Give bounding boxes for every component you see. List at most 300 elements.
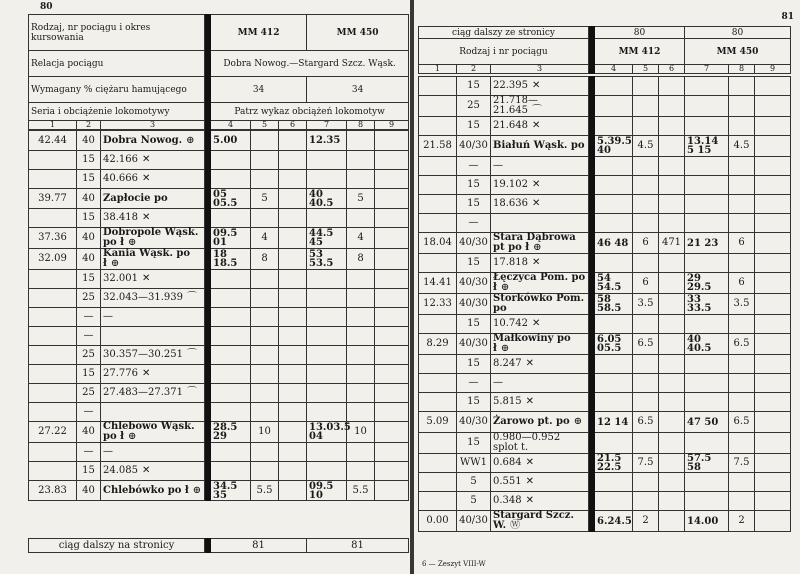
table-row (29, 384, 409, 403)
speed-limit: 15 (77, 209, 101, 228)
kilometre: 39.77 (29, 189, 77, 209)
crossing-icon: ✕ (142, 173, 151, 184)
extra-column (375, 249, 409, 270)
arrival-departure-time (685, 294, 729, 315)
arrival-departure-time (685, 454, 729, 473)
extra-column (279, 151, 307, 170)
table-row (419, 511, 791, 532)
crossing-icon: ✕ (532, 318, 541, 329)
extra-column (375, 365, 409, 384)
speed-limit: 40/30 (457, 334, 491, 355)
arrival-departure-time (685, 355, 729, 374)
speed-limit: — (77, 308, 101, 327)
station-label: — (493, 377, 503, 388)
arrival-departure-time (595, 454, 633, 473)
run-time (633, 433, 659, 454)
run-time: 6.5 (633, 412, 659, 433)
kilometre (29, 270, 77, 289)
speed-limit: 5 (457, 473, 491, 492)
extra-column (375, 422, 409, 443)
station-name (101, 327, 205, 346)
kilometre (419, 195, 457, 214)
station-label: 32.001 (103, 273, 138, 284)
station-label: 19.102 (493, 179, 528, 190)
column-number: 7 (685, 65, 729, 74)
footer-page-2: 81 (307, 539, 409, 553)
speed-limit: 5 (457, 492, 491, 511)
station-name (491, 294, 589, 315)
left-page-number: 80 (40, 2, 53, 12)
extra-column (755, 77, 791, 96)
run-time: 6 (729, 273, 755, 294)
label-series: Seria i obciążenie lokomotywy (29, 103, 205, 121)
from-page-2: 80 (685, 27, 791, 39)
crossing-icon: ✕ (532, 257, 541, 268)
speed-limit: 15 (77, 170, 101, 189)
station-symbol-icon: ⊕ (573, 416, 583, 427)
run-time (633, 254, 659, 273)
column-number: 5 (251, 121, 279, 130)
extra-column (659, 433, 685, 454)
station-name (491, 214, 589, 233)
column-number: 1 (419, 65, 457, 74)
arrival-departure-time (211, 443, 251, 462)
station-name (101, 249, 205, 270)
speed-limit: 40 (77, 189, 101, 209)
crossing-icon: ✕ (525, 476, 535, 487)
station-name (491, 273, 589, 294)
table-row (29, 189, 409, 209)
table-row (419, 176, 791, 195)
arrival-departure-time (595, 176, 633, 195)
column-number: 9 (375, 121, 409, 130)
right-header-table (418, 26, 791, 74)
arrival-departure-time (307, 462, 347, 481)
column-number: 2 (77, 121, 101, 130)
kilometre (419, 315, 457, 334)
kilometre (419, 96, 457, 117)
table-row (419, 233, 791, 254)
arrival-departure-time (685, 96, 729, 117)
column-number: 5 (633, 65, 659, 74)
run-time (729, 254, 755, 273)
station-symbol-icon: ⊕ (110, 258, 120, 269)
run-time (251, 151, 279, 170)
extra-column (755, 157, 791, 176)
arrival-departure-time (307, 289, 347, 308)
extra-column (755, 315, 791, 334)
table-row (29, 249, 409, 270)
station-name (101, 346, 205, 365)
extra-column (375, 462, 409, 481)
kilometre: 12.33 (419, 294, 457, 315)
station-name (101, 151, 205, 170)
column-number: 6 (659, 65, 685, 74)
station-name (491, 454, 589, 473)
run-time: 5 (347, 189, 375, 209)
arrival-departure-time (685, 214, 729, 233)
extra-column (755, 374, 791, 393)
station-name (101, 365, 205, 384)
arrival-departure-time (307, 189, 347, 209)
arrival-departure-time (307, 151, 347, 170)
station-label: Storkówko Pom. po (493, 293, 585, 314)
run-time (729, 374, 755, 393)
train-1-title: MM 412 (211, 15, 307, 51)
crossing-icon: ✕ (532, 179, 541, 190)
run-time (251, 131, 279, 151)
table-row (29, 289, 409, 308)
station-symbol-icon: ⊕ (186, 134, 195, 146)
station-label: 40.666 (103, 173, 138, 184)
time-value: 09.5 10 (309, 480, 334, 501)
kilometre (29, 170, 77, 189)
station-label: 32.043—31.939 (103, 292, 183, 303)
extra-column (755, 233, 791, 254)
braking-2: 34 (307, 77, 409, 103)
station-label: 24.085 (103, 465, 138, 476)
table-row (29, 422, 409, 443)
speed-limit: 40 (77, 249, 101, 270)
station-name (101, 422, 205, 443)
station-name (101, 228, 205, 249)
kilometre (419, 473, 457, 492)
kilometre: 32.09 (29, 249, 77, 270)
extra-column (659, 294, 685, 315)
run-time (251, 346, 279, 365)
run-time (251, 384, 279, 403)
speed-limit: 15 (457, 355, 491, 374)
speed-limit: 40 (77, 422, 101, 443)
arrival-departure-time (211, 327, 251, 346)
label-train: Rodzaj, nr pociągu i okres kursowania (29, 15, 205, 51)
curve-icon: ⌒ (186, 292, 197, 303)
crossing-icon: ✕ (142, 465, 151, 476)
arrival-departure-time (595, 355, 633, 374)
time-value: 57.5 58 (687, 453, 712, 473)
extra-column (375, 403, 409, 422)
column-number: 8 (347, 121, 375, 130)
kilometre (29, 365, 77, 384)
table-row (419, 96, 791, 117)
time-value: 6.05 05.5 (597, 334, 622, 354)
extra-column (659, 136, 685, 157)
table-row (29, 151, 409, 170)
arrival-departure-time (307, 481, 347, 501)
arrival-departure-time (211, 384, 251, 403)
extra-column (755, 412, 791, 433)
station-label: 0.980—0.952 splot t. (493, 432, 561, 453)
run-time: 5.5 (347, 481, 375, 501)
extra-column (755, 136, 791, 157)
time-value: 28.5 29 (213, 422, 238, 442)
run-time (251, 270, 279, 289)
extra-column (755, 273, 791, 294)
speed-limit: 15 (457, 176, 491, 195)
arrival-departure-time (307, 209, 347, 228)
kilometre (29, 462, 77, 481)
run-time: 2 (729, 511, 755, 532)
arrival-departure-time (685, 511, 729, 532)
speed-limit: 15 (457, 254, 491, 273)
kilometre: 37.36 (29, 228, 77, 249)
extra-column (659, 473, 685, 492)
table-row (419, 492, 791, 511)
time-value: 12.35 (309, 135, 341, 146)
table-row (29, 131, 409, 151)
run-time (347, 384, 375, 403)
extra-column (375, 308, 409, 327)
kilometre: 5.09 (419, 412, 457, 433)
extra-column (375, 228, 409, 249)
run-time (729, 157, 755, 176)
station-name (491, 374, 589, 393)
run-time (347, 270, 375, 289)
arrival-departure-time (211, 270, 251, 289)
time-value: 13.03.5 04 (309, 422, 351, 442)
extra-column (755, 473, 791, 492)
station-label: Zapłocie po (103, 192, 168, 204)
extra-column (659, 77, 685, 96)
extra-column (755, 511, 791, 532)
run-time (633, 176, 659, 195)
extra-column (279, 384, 307, 403)
station-label: Białuń Wąsk. po (493, 140, 585, 151)
station-name (101, 131, 205, 151)
column-number: 6 (279, 121, 307, 130)
column-number: 9 (755, 65, 791, 74)
speed-limit: 40/30 (457, 294, 491, 315)
station-name (101, 481, 205, 501)
crossing-icon: ✕ (142, 154, 151, 165)
arrival-departure-time (211, 249, 251, 270)
station-symbol-icon: ⊕ (500, 282, 510, 293)
run-time (251, 308, 279, 327)
extra-column (375, 384, 409, 403)
time-value: 54 54.5 (597, 273, 622, 293)
speed-limit: — (77, 443, 101, 462)
extra-column (279, 189, 307, 209)
speed-limit: 40 (77, 131, 101, 151)
time-value: 46 48 (597, 237, 629, 249)
kilometre: 23.83 (29, 481, 77, 501)
run-time (633, 77, 659, 96)
kilometre (419, 214, 457, 233)
run-time (347, 365, 375, 384)
table-row (29, 365, 409, 384)
table-row (419, 315, 791, 334)
run-time: 8 (347, 249, 375, 270)
table-row (419, 473, 791, 492)
extra-column (279, 365, 307, 384)
arrival-departure-time (595, 77, 633, 96)
time-value: 47 50 (687, 416, 719, 428)
station-name (491, 393, 589, 412)
station-label: — (103, 446, 113, 457)
kilometre (29, 346, 77, 365)
arrival-departure-time (595, 334, 633, 355)
station-name (491, 254, 589, 273)
arrival-departure-time (595, 273, 633, 294)
station-name (491, 511, 589, 532)
station-label: 17.818 (493, 257, 528, 268)
run-time: 4.5 (729, 136, 755, 157)
speed-limit: 25 (77, 346, 101, 365)
time-value: 6.24.5 (597, 515, 632, 527)
kilometre: 21.58 (419, 136, 457, 157)
arrival-departure-time (595, 214, 633, 233)
extra-column (375, 289, 409, 308)
kilometre (29, 209, 77, 228)
table-row (419, 412, 791, 433)
time-value: 21.5 22.5 (597, 453, 622, 473)
extra-column (279, 270, 307, 289)
speed-limit: 25 (77, 289, 101, 308)
run-time (347, 131, 375, 151)
station-name (491, 195, 589, 214)
speed-limit: 40/30 (457, 273, 491, 294)
speed-limit: 15 (457, 393, 491, 412)
speed-limit: — (457, 214, 491, 233)
table-row (29, 308, 409, 327)
run-time (729, 176, 755, 195)
station-symbol-icon: ⊕ (500, 343, 510, 354)
arrival-departure-time (685, 433, 729, 454)
table-row (419, 374, 791, 393)
extra-column (659, 315, 685, 334)
left-timetable (28, 130, 409, 501)
run-time (729, 77, 755, 96)
table-row (419, 355, 791, 374)
extra-column (659, 96, 685, 117)
arrival-departure-time (595, 492, 633, 511)
extra-column (755, 393, 791, 412)
kilometre (29, 151, 77, 170)
column-number: 7 (307, 121, 347, 130)
run-time: 10 (347, 422, 375, 443)
station-label: Łęczyca Pom. po ł (493, 272, 586, 293)
run-time (251, 403, 279, 422)
extra-column (659, 511, 685, 532)
extra-column (375, 443, 409, 462)
crossing-icon: ✕ (525, 396, 535, 407)
extra-column (375, 481, 409, 501)
run-time: 6 (633, 233, 659, 254)
speed-limit: 40/30 (457, 136, 491, 157)
curve-icon: ⌒ (532, 105, 542, 116)
station-label: — (103, 311, 113, 322)
extra-column (659, 393, 685, 412)
time-value: 21 23 (687, 237, 719, 249)
extra-column (659, 355, 685, 374)
extra-column (375, 170, 409, 189)
extra-column (755, 492, 791, 511)
column-number: 3 (491, 65, 589, 74)
arrival-departure-time (595, 315, 633, 334)
arrival-departure-time (211, 151, 251, 170)
station-label: Chlebowo Wąsk. po ł (103, 421, 195, 442)
speed-limit: 25 (77, 384, 101, 403)
extra-column (375, 151, 409, 170)
arrival-departure-time (595, 374, 633, 393)
run-time: 5 (251, 189, 279, 209)
station-name (491, 157, 589, 176)
column-number: 2 (457, 65, 491, 74)
extra-column (755, 176, 791, 195)
crossing-icon: ✕ (525, 358, 535, 369)
station-label: Chlebówko po ł (103, 484, 189, 496)
station-label: 38.418 (103, 212, 138, 223)
column-number: 4 (211, 121, 251, 130)
run-time (347, 403, 375, 422)
arrival-departure-time (685, 254, 729, 273)
run-time: 10 (251, 422, 279, 443)
arrival-departure-time (685, 77, 729, 96)
kilometre: 14.41 (419, 273, 457, 294)
station-name (491, 117, 589, 136)
table-row (419, 454, 791, 473)
extra-column (279, 462, 307, 481)
arrival-departure-time (307, 170, 347, 189)
station-label: — (493, 160, 503, 171)
speed-limit: 40/30 (457, 233, 491, 254)
extra-column: 471 (659, 233, 685, 254)
table-row (419, 294, 791, 315)
station-label: 8.247 (493, 358, 522, 369)
left-footer (28, 538, 409, 553)
extra-column (279, 403, 307, 422)
kilometre (419, 176, 457, 195)
arrival-departure-time (307, 308, 347, 327)
station-label: 22.395 (493, 80, 528, 91)
speed-limit: 15 (457, 77, 491, 96)
run-time: 7.5 (633, 454, 659, 473)
table-row (29, 209, 409, 228)
time-value: 14.00 (687, 515, 719, 527)
extra-column (755, 214, 791, 233)
arrival-departure-time (685, 176, 729, 195)
station-label: Dobra Nowog. (103, 134, 183, 146)
table-row (419, 157, 791, 176)
arrival-departure-time (685, 334, 729, 355)
extra-column (755, 117, 791, 136)
station-name (491, 96, 589, 117)
arrival-departure-time (211, 481, 251, 501)
arrival-departure-time (595, 195, 633, 214)
run-time (347, 289, 375, 308)
time-value: 40 40.5 (309, 188, 334, 209)
run-time (251, 170, 279, 189)
extra-column (659, 412, 685, 433)
run-time: 4.5 (633, 136, 659, 157)
arrival-departure-time (211, 346, 251, 365)
arrival-departure-time (211, 170, 251, 189)
run-time (729, 214, 755, 233)
time-value: 33 33.5 (687, 294, 712, 314)
time-value: 13.14 5 15 (687, 136, 719, 156)
kilometre (419, 492, 457, 511)
arrival-departure-time (307, 403, 347, 422)
extra-column (279, 131, 307, 151)
extra-column (375, 209, 409, 228)
table-row (419, 77, 791, 96)
arrival-departure-time (595, 511, 633, 532)
extra-column (375, 189, 409, 209)
run-time (729, 393, 755, 412)
time-value: 5.00 (213, 135, 238, 146)
arrival-departure-time (595, 254, 633, 273)
extra-column (659, 214, 685, 233)
